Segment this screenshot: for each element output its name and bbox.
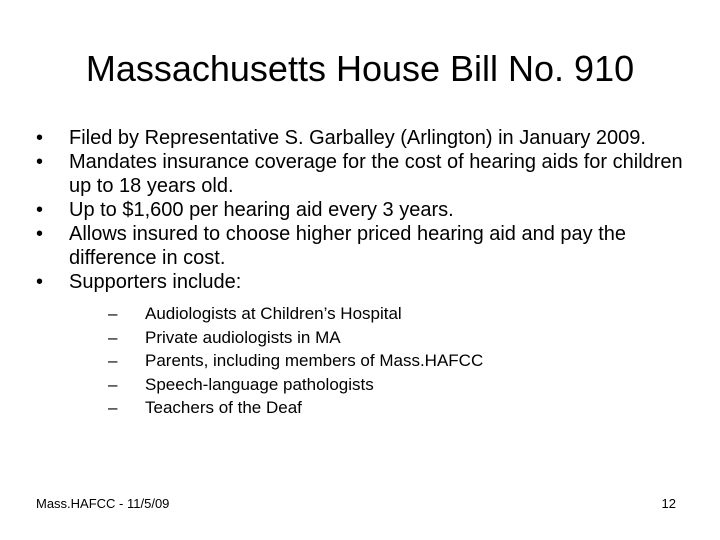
bullet-marker: • (36, 199, 44, 221)
bullet-list (36, 126, 686, 420)
footer-text: Mass.HAFCC - 11/5/09 (36, 496, 170, 511)
bullet-marker: • (36, 151, 44, 173)
bullet-marker: • (36, 271, 44, 293)
supporter-text: Teachers of the Deaf (145, 398, 302, 417)
supporter-item (108, 396, 686, 420)
supporter-text: Parents, including members of Mass.HAFCC (145, 351, 484, 370)
bullet-marker: • (36, 223, 44, 245)
sub-bullet-marker: – (108, 374, 118, 394)
bullet-text: Supporters include: (69, 271, 242, 293)
bullet-item (36, 222, 686, 270)
bullet-item (36, 126, 686, 150)
bullet-item (36, 150, 686, 198)
supporter-item (108, 373, 686, 397)
supporter-text: Audiologists at Children’s Hospital (145, 304, 402, 323)
slide-title: Massachusetts House Bill No. 910 (85, 48, 635, 89)
bullet-item (36, 198, 686, 222)
bullet-text: Allows insured to choose higher priced hearing aid and pay the difference in cost. (69, 223, 627, 269)
bullet-text: Mandates insurance coverage for the cost of hearing aids for children up to 18 years old. (69, 151, 683, 197)
sub-bullet-marker: – (108, 398, 118, 417)
supporters-list (69, 302, 686, 420)
supporter-text: Private audiologists in MA (145, 327, 341, 347)
sub-bullet-marker: – (108, 327, 118, 347)
sub-bullet-marker: – (108, 351, 118, 370)
bullet-marker: • (36, 127, 44, 149)
supporter-text: Speech-language pathologists (145, 374, 374, 394)
supporter-item (108, 302, 686, 326)
bullet-item (36, 270, 686, 420)
bullet-text: Up to $1,600 per hearing aid every 3 years. (69, 199, 454, 221)
slide-number: 12 (661, 496, 676, 511)
supporter-item (108, 326, 686, 350)
bullet-text: Filed by Representative S. Garballey (Arlington) in January 2009. (69, 127, 646, 149)
supporter-item (108, 349, 686, 373)
sub-bullet-marker: – (108, 304, 118, 323)
